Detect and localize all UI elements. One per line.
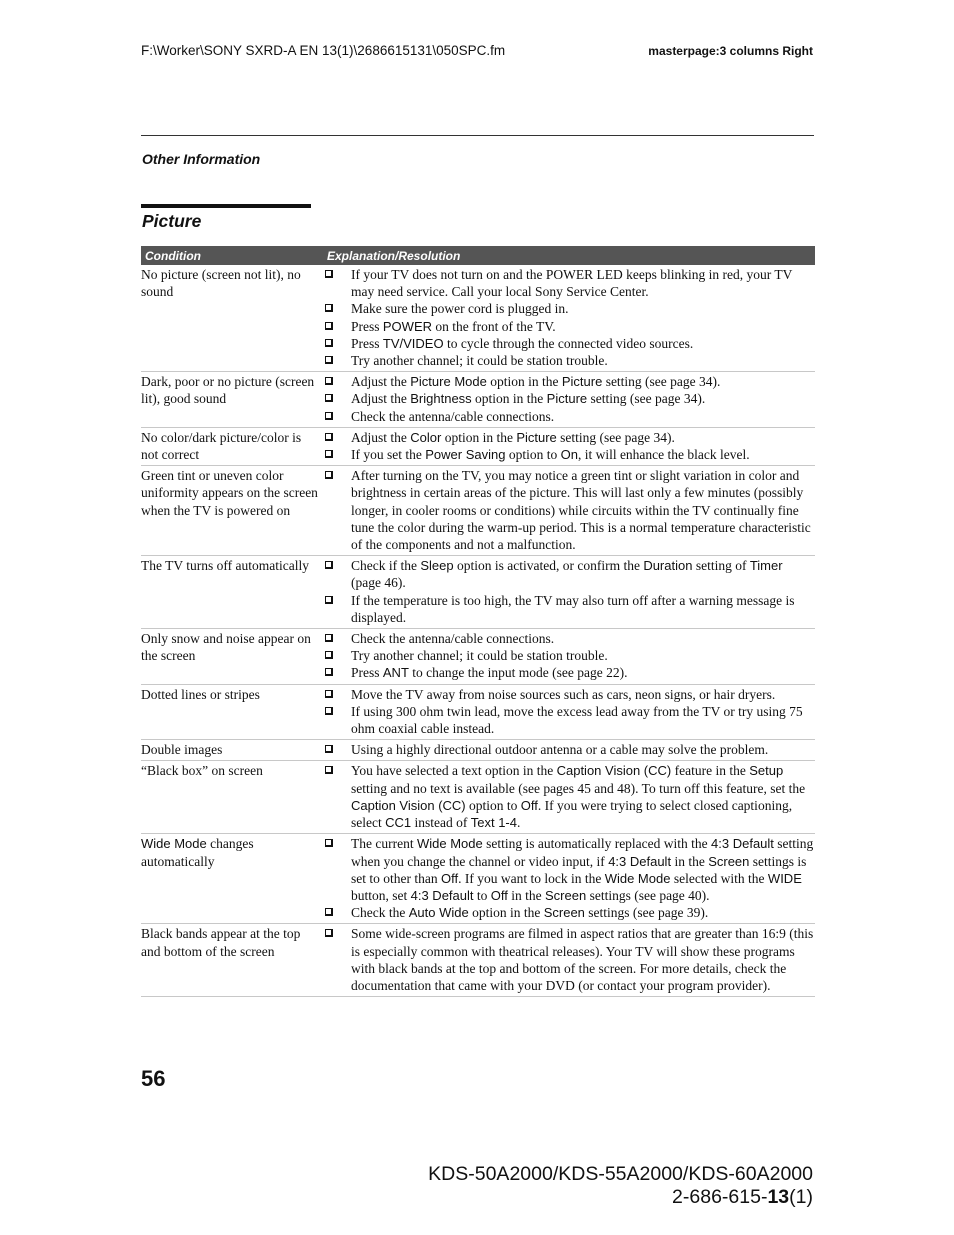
text-segment: Press	[351, 318, 383, 334]
setting-name: ANT	[382, 665, 409, 681]
text-segment: selected with the	[670, 870, 768, 886]
table-row	[141, 684, 815, 740]
checkbox-bullet-icon	[325, 270, 333, 278]
text-segment: settings (see page 39).	[584, 905, 709, 921]
explanation-cell	[323, 556, 815, 629]
masterpage-header: masterpage:3 columns Right	[648, 44, 813, 58]
model-footer	[428, 1163, 813, 1209]
setting-name: 4:3 Default	[410, 887, 474, 903]
title-bar	[141, 204, 311, 208]
text-segment: to	[473, 887, 491, 903]
text-segment: , it will enhance the black level.	[577, 447, 750, 463]
condition-text: The TV turns off automatically	[141, 558, 309, 574]
table-row	[141, 740, 815, 761]
text-segment: settings is set to other than	[351, 853, 807, 886]
resolution-list	[323, 373, 815, 425]
explanation-cell	[323, 427, 815, 465]
setting-name: Text 1-4	[470, 815, 517, 831]
list-item	[323, 630, 815, 647]
setting-name: CC1	[385, 815, 412, 831]
text-segment: instead of	[411, 815, 471, 831]
setting-name: Screen	[543, 905, 585, 921]
text-segment: Check the antenna/cable connections.	[351, 408, 555, 424]
text-segment: setting (see page 34).	[587, 391, 706, 407]
table-row	[141, 466, 815, 556]
resolution-list	[323, 266, 815, 369]
text-segment: to cycle through the connected video sources.	[443, 335, 694, 351]
text-segment: Press	[351, 335, 383, 351]
condition-cell	[141, 761, 323, 834]
setting-name: Screen	[708, 853, 750, 869]
text-segment: setting (see page 34).	[556, 429, 675, 445]
condition-text: “Black box” on screen	[141, 763, 263, 779]
condition-text: Only snow and noise appear on the screen	[141, 631, 311, 664]
checkbox-bullet-icon	[325, 471, 333, 479]
text-segment: feature in the	[671, 763, 750, 779]
setting-name: Picture	[546, 391, 588, 407]
doc-number-suffix: (1)	[789, 1186, 813, 1208]
text-segment: If you set the	[351, 447, 426, 463]
header-rule	[141, 135, 814, 136]
condition-text: No picture (screen not lit), no sound	[141, 267, 301, 300]
text-segment: option in the	[468, 905, 544, 921]
checkbox-bullet-icon	[325, 766, 333, 774]
text-segment: option is activated, or confirm the	[453, 558, 644, 574]
checkbox-bullet-icon	[325, 394, 333, 402]
setting-name: Caption Vision (CC)	[351, 797, 466, 813]
checkbox-bullet-icon	[325, 450, 333, 458]
setting-name: 4:3 Default	[711, 836, 774, 852]
text-segment: If using 300 ohm twin lead, move the excess lead away from the TV or try using 75 ohm coaxial cable instead.	[351, 703, 803, 737]
resolution-list	[323, 630, 815, 682]
condition-cell	[141, 924, 323, 997]
setting-name: Picture	[516, 429, 557, 445]
table-row	[141, 834, 815, 924]
list-item	[323, 664, 815, 681]
text-segment: Try another channel; it could be station trouble.	[351, 353, 608, 369]
table-row	[141, 761, 815, 834]
explanation-cell	[323, 924, 815, 997]
setting-name: Auto Wide	[408, 905, 469, 921]
list-item	[323, 741, 815, 758]
text-segment: to change the input mode (see page 22).	[408, 665, 628, 681]
setting-name: Off	[520, 797, 538, 813]
condition-cell	[141, 629, 323, 685]
setting-name: Power Saving	[425, 447, 506, 463]
list-item	[323, 373, 815, 390]
list-item	[323, 335, 815, 352]
text-segment: Check if the	[351, 558, 421, 574]
text-segment: button, set	[351, 887, 411, 903]
doc-number-bold: 13	[767, 1186, 790, 1208]
list-item	[323, 835, 815, 904]
setting-name: Caption Vision (CC)	[556, 763, 672, 779]
text-segment: You have selected a text option in the	[351, 763, 557, 779]
setting-name: Color	[410, 429, 442, 445]
setting-name: POWER	[382, 318, 433, 334]
text-segment: If your TV does not turn on and the POWER LED keeps blinking in red, your TV may need service. Call your local Sony Service Center.	[351, 267, 793, 300]
table-row	[141, 427, 815, 465]
condition-text: Double images	[141, 742, 223, 758]
list-item	[323, 686, 815, 703]
list-item	[323, 904, 815, 921]
text-segment: option to	[465, 797, 521, 813]
checkbox-bullet-icon	[325, 596, 333, 604]
resolution-list	[323, 557, 815, 626]
page-title: Picture	[142, 211, 202, 231]
setting-name: Setup	[749, 763, 784, 779]
text-segment: option in the	[441, 429, 517, 445]
resolution-list	[323, 686, 815, 738]
condition-text: No color/dark picture/color is not correct	[141, 429, 302, 463]
table-body	[141, 265, 815, 997]
text-segment: in the	[671, 853, 709, 869]
explanation-cell	[323, 629, 815, 685]
text-segment: on the front of the TV.	[432, 318, 556, 334]
setting-name: Screen	[545, 887, 587, 903]
text-segment: The current	[351, 836, 417, 852]
table-header-row	[141, 246, 815, 265]
text-segment: option to	[505, 447, 561, 463]
checkbox-bullet-icon	[325, 839, 333, 847]
text-segment: .	[517, 815, 521, 831]
list-item	[323, 557, 815, 591]
text-segment: Press	[351, 665, 383, 681]
file-path-header: F:\Worker\SONY SXRD-A EN 13(1)\2686615131\050SPC.fm	[141, 43, 506, 58]
explanation-cell	[323, 684, 815, 740]
condition-cell	[141, 466, 323, 556]
setting-name: Wide Mode	[604, 870, 671, 886]
condition-text: Dotted lines or stripes	[141, 686, 260, 702]
checkbox-bullet-icon	[325, 668, 333, 676]
list-item	[323, 429, 815, 446]
checkbox-bullet-icon	[325, 356, 333, 364]
text-segment: Adjust the	[351, 374, 411, 390]
checkbox-bullet-icon	[325, 690, 333, 698]
text-segment: option in the	[471, 391, 547, 407]
setting-name: Picture Mode	[410, 374, 487, 390]
resolution-list	[323, 835, 815, 921]
checkbox-bullet-icon	[325, 322, 333, 330]
text-segment: Adjust the	[351, 429, 411, 445]
list-item	[323, 318, 815, 335]
text-segment: setting is automatically replaced with the	[482, 836, 712, 852]
condition-cell	[141, 265, 323, 372]
text-segment: option in the	[486, 374, 562, 390]
setting-name: Wide Mode	[416, 836, 483, 852]
explanation-cell	[323, 372, 815, 428]
condition-cell	[141, 427, 323, 465]
column-header-explanation: Explanation/Resolution	[323, 246, 815, 265]
condition-text: Black bands appear at the top and bottom of the screen	[141, 926, 301, 959]
text-segment: setting (see page 34).	[602, 374, 721, 390]
explanation-cell	[323, 740, 815, 761]
setting-name: On	[560, 447, 578, 463]
checkbox-bullet-icon	[325, 339, 333, 347]
table-row	[141, 924, 815, 997]
text-segment: Some wide-screen programs are filmed in aspect ratios that are greater than 16:9 (this is especially common with theatrical releases). Your TV will show these programs with black bands at the top and bottom of the screen. For more details, check the documentation that came with your DVD (or contact your program provider).	[351, 926, 814, 993]
setting-name: Off	[440, 870, 459, 886]
doc-number-prefix: 2-686-615-	[672, 1186, 768, 1208]
text-segment: . If you were trying to select closed captioning, select	[351, 797, 793, 831]
setting-name: 4:3 Default	[608, 853, 672, 869]
checkbox-bullet-icon	[325, 412, 333, 420]
list-item	[323, 266, 815, 300]
checkbox-bullet-icon	[325, 929, 333, 937]
list-item	[323, 762, 815, 831]
setting-name: Wide Mode	[141, 836, 207, 852]
text-segment: setting when you change the channel or video input, if	[351, 836, 814, 869]
text-segment: If the temperature is too high, the TV may also turn off after a warning message is displayed.	[351, 592, 795, 625]
list-item	[323, 408, 815, 425]
condition-text: Green tint or uneven color uniformity appears on the screen when the TV is powered on	[141, 468, 318, 518]
text-segment: . If you want to lock in the	[458, 870, 605, 886]
condition-text: Dark, poor or no picture (screen lit), good sound	[141, 374, 315, 407]
list-item	[323, 925, 815, 994]
column-header-condition: Condition	[141, 246, 323, 265]
table-row	[141, 556, 815, 629]
table-row	[141, 372, 815, 428]
resolution-list	[323, 762, 815, 831]
text-segment: Check the antenna/cable connections.	[351, 631, 555, 647]
list-item	[323, 703, 815, 737]
text-segment: Make sure the power cord is plugged in.	[351, 301, 569, 317]
list-item	[323, 352, 815, 369]
checkbox-bullet-icon	[325, 745, 333, 753]
text-segment: setting of	[692, 558, 750, 574]
section-label: Other Information	[142, 151, 261, 167]
checkbox-bullet-icon	[325, 304, 333, 312]
condition-text: changes automatically	[141, 836, 254, 869]
list-item	[323, 592, 815, 626]
checkbox-bullet-icon	[325, 377, 333, 385]
text-segment: Adjust the	[351, 391, 411, 407]
setting-name: Timer	[749, 558, 783, 574]
text-segment: Move the TV away from noise sources such as cars, neon signs, or hair dryers.	[351, 686, 776, 702]
text-segment: settings (see page 40).	[586, 887, 710, 903]
checkbox-bullet-icon	[325, 651, 333, 659]
text-segment: (page 46).	[351, 575, 406, 591]
explanation-cell	[323, 834, 815, 924]
text-segment: Try another channel; it could be station trouble.	[351, 648, 608, 664]
list-item	[323, 300, 815, 317]
document-number	[428, 1186, 813, 1209]
checkbox-bullet-icon	[325, 634, 333, 642]
checkbox-bullet-icon	[325, 433, 333, 441]
list-item	[323, 446, 815, 463]
text-segment: After turning on the TV, you may notice a green tint or slight variation in color and brightness in certain areas of the picture. This will last only a few minutes (possibly longer, in cooler rooms or conditions) while circuits within the TV continually fine tune the color during the warm-up period. This is a normal temperature characteristic of the components and not a malfunction.	[351, 468, 811, 553]
list-item	[323, 467, 815, 553]
resolution-list	[323, 467, 815, 553]
condition-cell	[141, 834, 323, 924]
list-item	[323, 390, 815, 407]
condition-cell	[141, 684, 323, 740]
setting-name: Picture	[561, 374, 603, 390]
setting-name: Brightness	[410, 391, 472, 407]
setting-name: Off	[490, 887, 508, 903]
page-number: 56	[141, 1066, 166, 1091]
condition-cell	[141, 740, 323, 761]
text-segment: in the	[507, 887, 545, 903]
setting-name: Sleep	[420, 558, 454, 574]
troubleshooting-table	[141, 246, 815, 997]
table-row	[141, 629, 815, 685]
resolution-list	[323, 925, 815, 994]
checkbox-bullet-icon	[325, 561, 333, 569]
list-item	[323, 647, 815, 664]
table-row	[141, 265, 815, 372]
explanation-cell	[323, 761, 815, 834]
condition-cell	[141, 372, 323, 428]
setting-name: WIDE	[767, 870, 802, 886]
text-segment: Check the	[351, 905, 409, 921]
setting-name: Duration	[643, 558, 693, 574]
setting-name: TV/VIDEO	[382, 335, 444, 351]
text-segment: Using a highly directional outdoor antenna or a cable may solve the problem.	[351, 742, 769, 758]
resolution-list	[323, 429, 815, 463]
condition-cell	[141, 556, 323, 629]
explanation-cell	[323, 265, 815, 372]
explanation-cell	[323, 466, 815, 556]
model-numbers: KDS-50A2000/KDS-55A2000/KDS-60A2000	[428, 1163, 813, 1185]
checkbox-bullet-icon	[325, 707, 333, 715]
checkbox-bullet-icon	[325, 908, 333, 916]
resolution-list	[323, 741, 815, 758]
text-segment: setting and no text is available (see pages 45 and 48). To turn off this feature, set the	[351, 780, 806, 796]
